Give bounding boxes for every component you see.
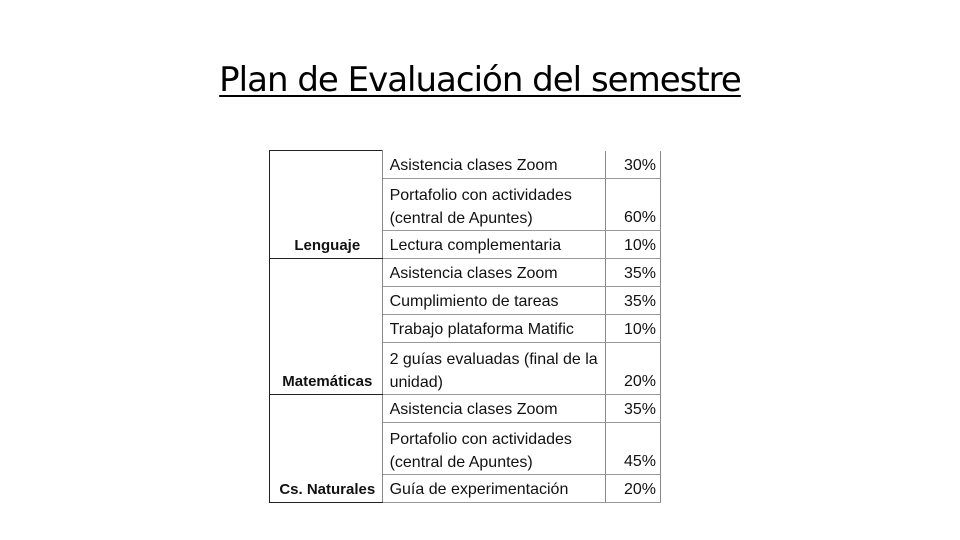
- evaluation-plan-table: [269, 150, 661, 503]
- weight-cell: 30%: [605, 151, 660, 179]
- subject-cell-naturales: Cs. Naturales: [270, 394, 383, 502]
- activity-cell: Lectura complementaria: [382, 230, 605, 258]
- activity-cell: Trabajo plataforma Matific: [382, 314, 605, 342]
- activity-cell: Asistencia clases Zoom: [382, 258, 605, 286]
- activity-cell: Asistencia clases Zoom: [382, 394, 605, 422]
- activity-cell: Asistencia clases Zoom: [382, 151, 605, 179]
- slide-title-text: Plan de Evaluación del semestre: [219, 60, 741, 100]
- weight-cell: 20%: [605, 342, 660, 394]
- activity-cell: 2 guías evaluadas (final de la unidad): [382, 342, 605, 394]
- weight-cell: 45%: [605, 422, 660, 474]
- table-row: [270, 258, 661, 286]
- subject-cell-matematicas: Matemáticas: [270, 258, 383, 394]
- weight-cell: 35%: [605, 286, 660, 314]
- weight-cell: 60%: [605, 178, 660, 230]
- table-row: [270, 394, 661, 422]
- weight-cell: 35%: [605, 258, 660, 286]
- activity-cell: Portafolio con actividades (central de Apuntes): [382, 422, 605, 474]
- activity-cell: Cumplimiento de tareas: [382, 286, 605, 314]
- slide-title: [0, 54, 960, 106]
- weight-cell: 35%: [605, 394, 660, 422]
- weight-cell: 20%: [605, 474, 660, 502]
- table-row: [270, 151, 661, 179]
- activity-cell: Guía de experimentación: [382, 474, 605, 502]
- activity-cell: Portafolio con actividades (central de Apuntes): [382, 178, 605, 230]
- weight-cell: 10%: [605, 230, 660, 258]
- weight-cell: 10%: [605, 314, 660, 342]
- subject-cell-lenguaje: Lenguaje: [270, 151, 383, 259]
